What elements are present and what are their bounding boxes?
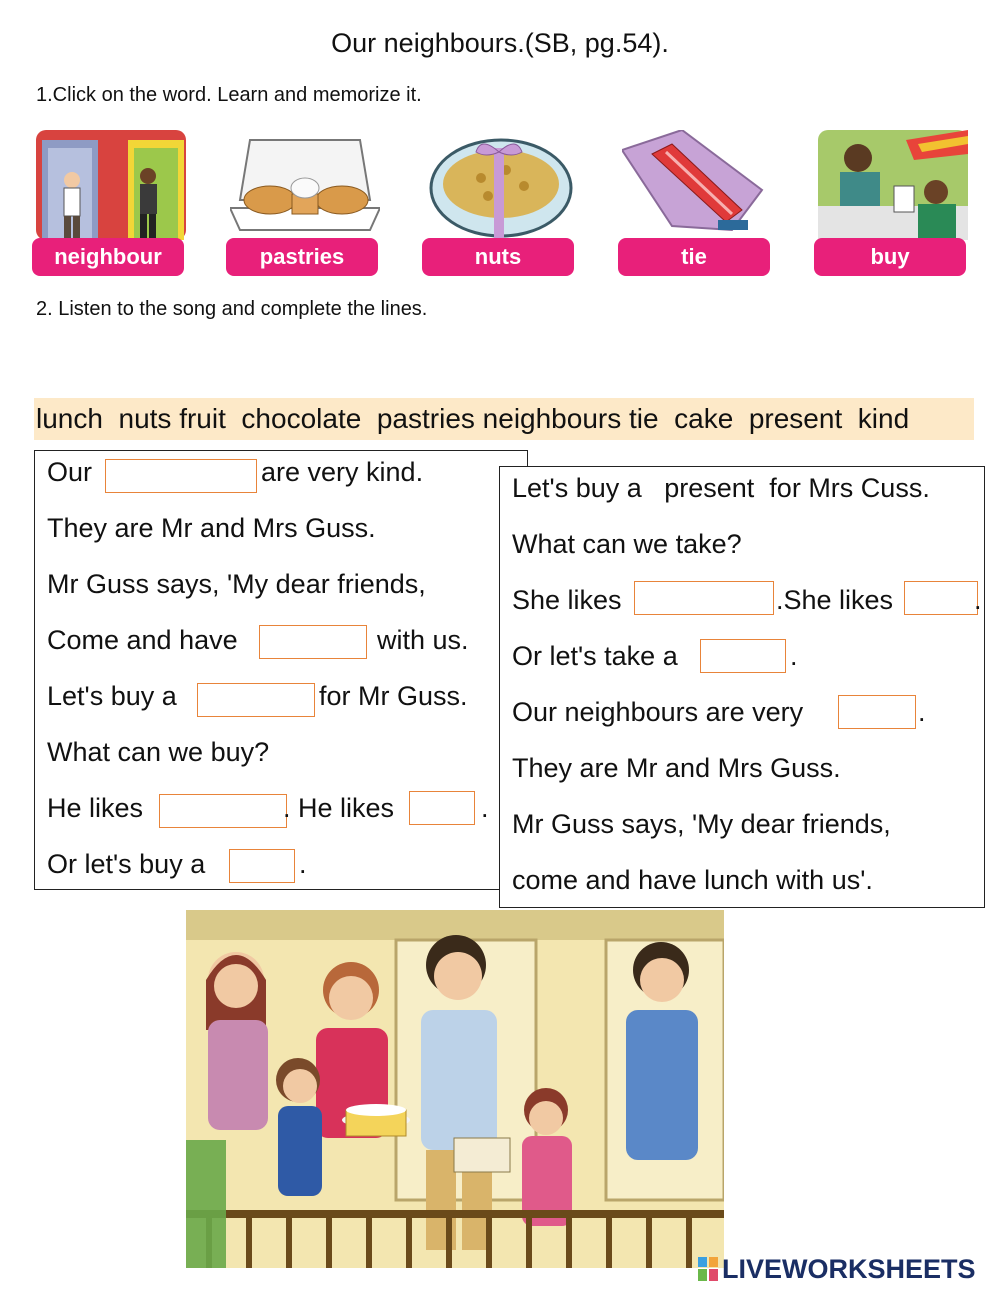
verse-line-text: come and have lunch with us'. xyxy=(512,865,873,895)
vocab-card-pastries[interactable] xyxy=(230,130,380,278)
blank-lunch[interactable] xyxy=(259,625,367,659)
vocab-button-buy[interactable]: buy xyxy=(814,238,966,276)
neighbours-door-picture xyxy=(36,130,186,240)
blank-she-likes-2[interactable] xyxy=(904,581,978,615)
verse-line-text: Let's buy a present for Mrs Cuss. xyxy=(512,473,930,503)
liveworksheets-logo-icon xyxy=(698,1257,718,1281)
verse-line-text: Let's buy a xyxy=(47,681,177,711)
blank-kind[interactable] xyxy=(838,695,916,729)
verse-line-text: They are Mr and Mrs Guss. xyxy=(512,753,841,783)
blank-he-likes-1[interactable] xyxy=(159,794,287,828)
verse-line-text: . xyxy=(974,585,982,615)
left-verse-box xyxy=(34,450,528,890)
tie-gift-picture xyxy=(622,130,772,240)
verse-line-text: What can we buy? xyxy=(47,737,270,767)
vocab-card-buy[interactable] xyxy=(818,130,968,278)
verse-line-text: .She likes xyxy=(776,585,894,615)
verse-line-text: Or let's take a xyxy=(512,641,678,671)
verse-line-text: Come and have xyxy=(47,625,238,655)
vocab-button-pastries[interactable]: pastries xyxy=(226,238,378,276)
verse-line-text: . xyxy=(790,641,798,671)
verse-line-text: with us. xyxy=(377,625,469,655)
instruction-2: 2. Listen to the song and complete the lines. xyxy=(36,298,428,320)
liveworksheets-logo xyxy=(698,1254,976,1285)
nuts-bowl-picture xyxy=(426,130,576,240)
vocab-card-neighbour[interactable] xyxy=(36,130,186,278)
verse-line-text: Mr Guss says, 'My dear friends, xyxy=(512,809,891,839)
verse-line-text: He likes xyxy=(47,793,144,823)
verse-line-text: . xyxy=(918,697,926,727)
verse-line-text: for Mr Guss. xyxy=(319,681,468,711)
verse-line-text: Our xyxy=(47,457,93,487)
blank-he-likes-2[interactable] xyxy=(409,791,475,825)
pastries-box-picture xyxy=(230,130,380,240)
verse-line-text: are very kind. xyxy=(261,457,424,487)
right-verse-box xyxy=(499,466,985,908)
family-scene-illustration xyxy=(186,910,724,1268)
vocab-button-tie[interactable]: tie xyxy=(618,238,770,276)
verse-line-text: Or let's buy a xyxy=(47,849,206,879)
liveworksheets-logo-text: LIVEWORKSHEETS xyxy=(722,1254,976,1284)
verse-line-text: Mr Guss says, 'My dear friends, xyxy=(47,569,426,599)
shop-buying-picture xyxy=(818,130,968,240)
instruction-1: 1.Click on the word. Learn and memorize it. xyxy=(36,84,422,106)
verse-line-text: Our neighbours are very xyxy=(512,697,804,727)
page-title: Our neighbours.(SB, pg.54). xyxy=(331,28,669,58)
verse-line-text: They are Mr and Mrs Guss. xyxy=(47,513,376,543)
blank-she-likes-1[interactable] xyxy=(634,581,774,615)
blank-present[interactable] xyxy=(197,683,315,717)
verse-line-text: What can we take? xyxy=(512,529,742,559)
vocab-button-nuts[interactable]: nuts xyxy=(422,238,574,276)
word-bank: lunch nuts fruit chocolate pastries neighbours tie cake present kind xyxy=(34,398,974,440)
blank-buy-item[interactable] xyxy=(229,849,295,883)
verse-line-text: . xyxy=(481,793,489,823)
verse-line-text: She likes xyxy=(512,585,622,615)
vocab-card-tie[interactable] xyxy=(622,130,772,278)
vocab-card-nuts[interactable] xyxy=(426,130,576,278)
blank-take-item[interactable] xyxy=(700,639,786,673)
verse-line-text: . He likes xyxy=(283,793,395,823)
verse-line-text: . xyxy=(299,849,307,879)
vocab-button-neighbour[interactable]: neighbour xyxy=(32,238,184,276)
family-visiting-neighbours-illustration xyxy=(186,910,724,1268)
blank-neighbours[interactable] xyxy=(105,459,257,493)
